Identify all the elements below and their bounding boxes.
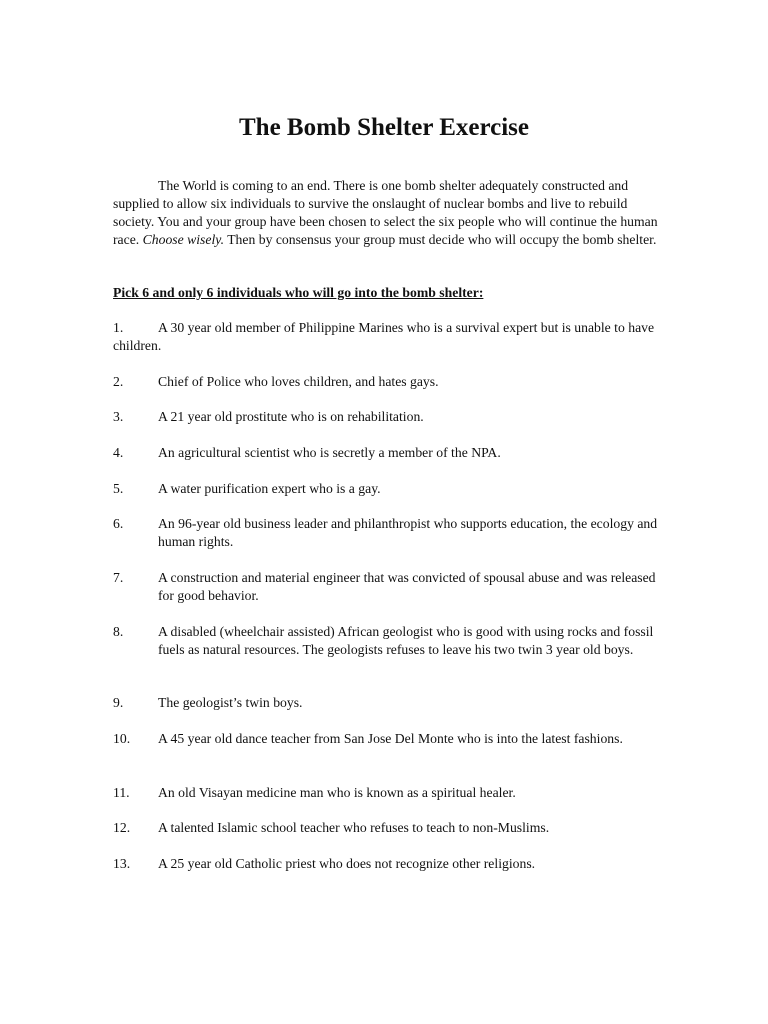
- list-item: [113, 855, 663, 873]
- item-number: 2.: [113, 374, 124, 389]
- item-text: A 30 year old member of Philippine Marines who is a survival expert but is unable to have children.: [113, 320, 655, 353]
- item-number: 12.: [113, 820, 131, 835]
- intro-text: [113, 177, 663, 249]
- item-number: 3.: [113, 409, 124, 424]
- item-text: A construction and material engineer that was convicted of spousal abuse and was released for good behavior.: [158, 570, 656, 603]
- intro-emphasis: Choose wisely.: [142, 232, 225, 247]
- list-item: [113, 694, 663, 712]
- item-text: Chief of Police who loves children, and hates gays.: [158, 374, 439, 389]
- item-text: The geologist’s twin boys.: [158, 695, 303, 710]
- item-text: A talented Islamic school teacher who refuses to teach to non-Muslims.: [158, 820, 550, 835]
- item-number: 4.: [113, 445, 124, 460]
- list-item: [113, 319, 663, 355]
- item-number: 9.: [113, 695, 124, 710]
- item-number: 1.: [113, 320, 124, 335]
- item-number: 10.: [113, 731, 131, 746]
- list-item: [113, 480, 663, 498]
- item-number: 7.: [113, 570, 124, 585]
- instruction-heading: Pick 6 and only 6 individuals who will go into the bomb shelter:: [113, 285, 484, 300]
- list-item: [113, 569, 663, 605]
- list-item: [113, 784, 663, 802]
- item-number: 5.: [113, 481, 124, 496]
- item-text: An 96-year old business leader and philanthropist who supports education, the ecology and human rights.: [158, 516, 658, 549]
- intro-part-1: The World is coming to an end. There is one bomb shelter adequately constructed and supplied to allow six individuals to survive the onslaught of nuclear bombs and live to rebuild society. You and your group have been chosen to select the six people who will continue the human race.: [113, 178, 658, 247]
- list-item: [113, 515, 663, 551]
- intro-part-2: Then by consensus your group must decide who will occupy the bomb shelter.: [224, 232, 657, 247]
- list-item: [113, 623, 663, 659]
- list-item: [113, 819, 663, 837]
- item-number: 6.: [113, 516, 124, 531]
- item-text: A disabled (wheelchair assisted) African geologist who is good with using rocks and fossil fuels as natural resources. The geologists refuses to leave his two twin 3 year old boys.: [158, 624, 654, 657]
- item-text: A water purification expert who is a gay.: [158, 481, 381, 496]
- item-number: 13.: [113, 856, 131, 871]
- list-item: [113, 408, 663, 426]
- item-text: A 45 year old dance teacher from San Jose Del Monte who is into the latest fashions.: [158, 731, 623, 746]
- list-item: [113, 444, 663, 462]
- list-item: [113, 730, 663, 748]
- item-number: 8.: [113, 624, 124, 639]
- intro-paragraph: [113, 177, 663, 249]
- item-text: A 21 year old prostitute who is on rehabilitation.: [158, 409, 424, 424]
- list-item: [113, 373, 663, 391]
- page-title: The Bomb Shelter Exercise: [238, 114, 530, 141]
- item-text: An old Visayan medicine man who is known as a spiritual healer.: [158, 785, 516, 800]
- item-text: A 25 year old Catholic priest who does not recognize other religions.: [158, 856, 536, 871]
- item-number: 11.: [113, 785, 130, 800]
- item-text: An agricultural scientist who is secretly a member of the NPA.: [158, 445, 501, 460]
